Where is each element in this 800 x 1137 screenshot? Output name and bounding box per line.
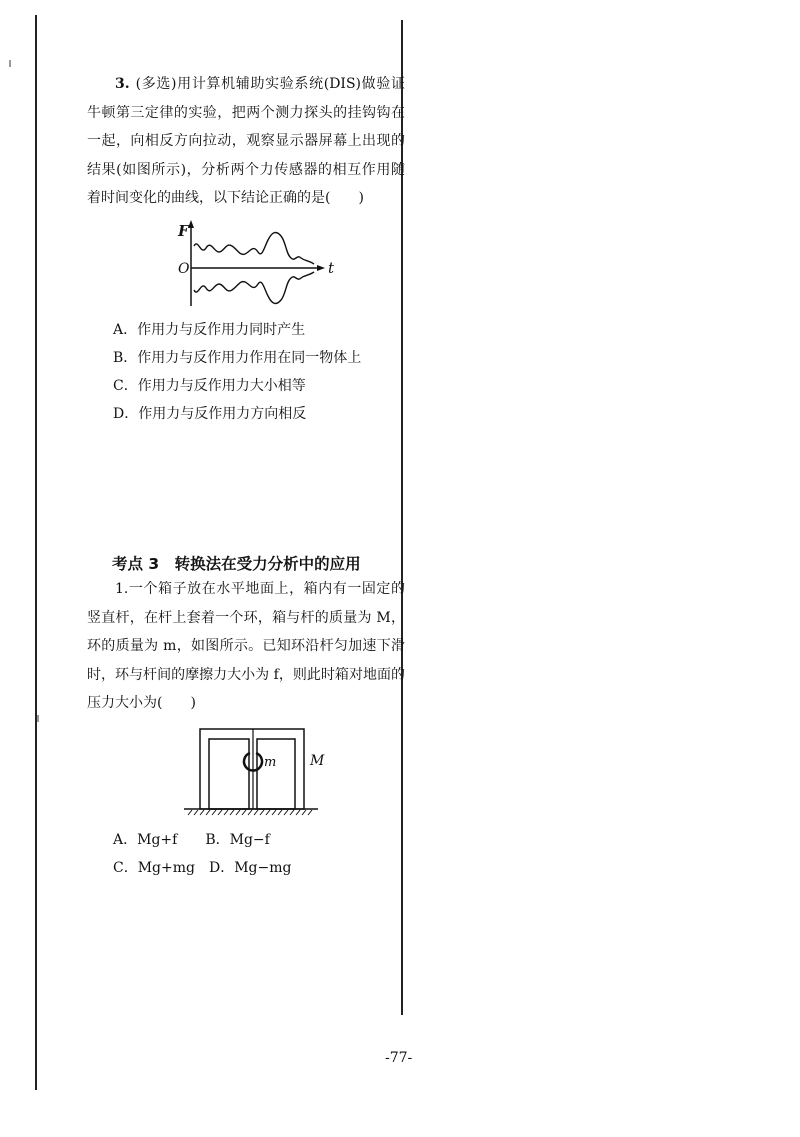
question-text: 1.一个箱子放在水平地面上，箱内有一固定的竖直杆，在杆上套着一个环，箱与杆的质量为 M，环的质量为 m，如图所示。已知环沿杆匀加速下滑时，环与杆间的摩擦力大小为 f，则此时箱对地面的压力大小为( ) [87, 581, 405, 711]
scan-speck [37, 715, 39, 722]
option-c: C．作用力与反作用力大小相等 [113, 378, 306, 394]
scan-speck [9, 60, 11, 67]
x-axis-label: t [328, 259, 335, 277]
option-a: A．作用力与反作用力同时产生 [113, 322, 306, 338]
page-number: -77- [385, 1050, 413, 1066]
ground-hatching [188, 810, 312, 815]
force-time-graph [168, 218, 343, 310]
question-3 [87, 70, 405, 213]
question-text: (多选)用计算机辅助实验系统(DIS)做验证牛顿第三定律的实验，把两个测力探头的挂钩钩在一起，向相反方向拉动，观察显示器屏幕上出现的结果(如图所示)，分析两个力传感器的相互作用随着时间变化的曲线，以下结论正确的是( ) [87, 76, 405, 206]
y-axis-label: F [178, 222, 189, 240]
box-label: M [310, 753, 325, 769]
box-outer [200, 729, 304, 809]
options-row-1: A．Mg+f B．Mg−f [113, 832, 270, 848]
question-number: 3. [115, 76, 130, 92]
box-rod-ring-diagram [180, 725, 330, 817]
ring-label: m [264, 755, 277, 770]
question-3-options [87, 316, 405, 428]
box-inner-right [257, 739, 295, 809]
question-1-options [87, 826, 405, 882]
question-1 [87, 575, 405, 718]
box-inner-left [209, 739, 249, 809]
force-curve-lower [194, 272, 314, 303]
origin-label: O [178, 261, 190, 277]
options-row-2: C．Mg+mg D．Mg−mg [113, 860, 292, 876]
force-curve-upper [194, 233, 314, 264]
option-d: D．作用力与反作用力方向相反 [113, 406, 307, 422]
left-margin-rule [35, 15, 37, 1090]
option-b: B．作用力与反作用力作用在同一物体上 [113, 350, 362, 366]
section-title: 考点 3 转换法在受力分析中的应用 [112, 555, 361, 573]
